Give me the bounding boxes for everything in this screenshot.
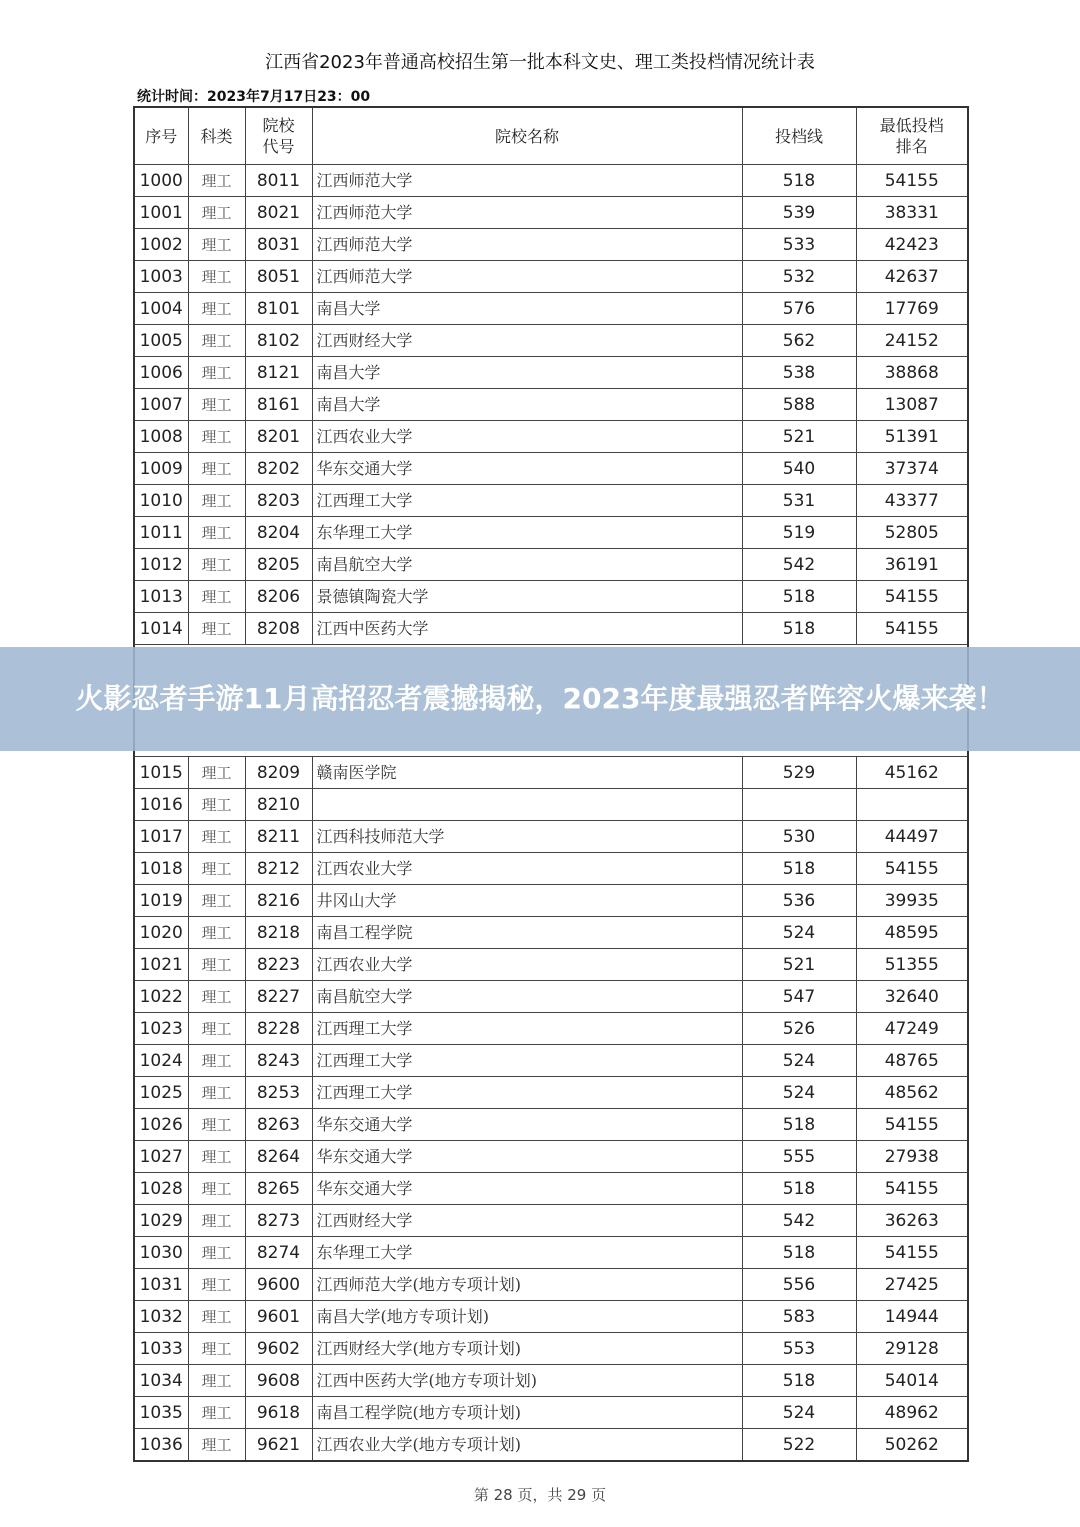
rank-cell: 17769: [856, 293, 968, 325]
seq-cell: 1017: [134, 821, 188, 853]
category-cell: 理工: [188, 485, 245, 517]
table-row: [134, 821, 968, 853]
score-cell: 524: [742, 1045, 856, 1077]
seq-cell: 1031: [134, 1269, 188, 1301]
seq-cell: 1001: [134, 197, 188, 229]
score-cell: 555: [742, 1141, 856, 1173]
school-name-cell: 江西中医药大学(地方专项计划): [312, 1365, 742, 1397]
score-cell: 524: [742, 917, 856, 949]
code-cell: 8203: [245, 485, 312, 517]
code-cell: 8101: [245, 293, 312, 325]
category-cell: 理工: [188, 613, 245, 645]
category-cell: 理工: [188, 549, 245, 581]
table-row: [134, 1205, 968, 1237]
score-cell: 562: [742, 325, 856, 357]
rank-cell: 38331: [856, 197, 968, 229]
rank-cell: 36191: [856, 549, 968, 581]
category-cell: 理工: [188, 517, 245, 549]
header-code-label: 院校代号: [262, 116, 295, 156]
school-name-cell: 江西理工大学: [312, 1077, 742, 1109]
code-cell: 8021: [245, 197, 312, 229]
school-name-cell: 南昌大学: [312, 389, 742, 421]
table-row: [134, 949, 968, 981]
table-row: [134, 789, 968, 821]
score-cell: 542: [742, 1205, 856, 1237]
rank-cell: 48962: [856, 1397, 968, 1429]
table-body: [134, 165, 968, 1462]
seq-cell: 1008: [134, 421, 188, 453]
score-cell: 518: [742, 1109, 856, 1141]
rank-cell: 54155: [856, 581, 968, 613]
table-row: [134, 261, 968, 293]
school-name-cell: 江西科技师范大学: [312, 821, 742, 853]
school-name-cell: 井冈山大学: [312, 885, 742, 917]
table-row: [134, 1173, 968, 1205]
header-code: [245, 107, 312, 165]
seq-cell: 1005: [134, 325, 188, 357]
rank-cell: 54155: [856, 1109, 968, 1141]
score-cell: 533: [742, 229, 856, 261]
table-row: [134, 757, 968, 789]
code-cell: 8228: [245, 1013, 312, 1045]
rank-cell: 54155: [856, 613, 968, 645]
category-cell: 理工: [188, 229, 245, 261]
table-row: [134, 229, 968, 261]
school-name-cell: 南昌大学: [312, 293, 742, 325]
category-cell: 理工: [188, 757, 245, 789]
school-name-cell: 南昌工程学院: [312, 917, 742, 949]
table-row: [134, 325, 968, 357]
seq-cell: 1014: [134, 613, 188, 645]
school-name-cell: 华东交通大学: [312, 1109, 742, 1141]
rank-cell: 37374: [856, 453, 968, 485]
table-row: [134, 1109, 968, 1141]
category-cell: 理工: [188, 1013, 245, 1045]
table-row: [134, 1429, 968, 1462]
score-cell: 547: [742, 981, 856, 1013]
rank-cell: 51391: [856, 421, 968, 453]
table-row: [134, 853, 968, 885]
seq-cell: 1030: [134, 1237, 188, 1269]
rank-cell: 42637: [856, 261, 968, 293]
table-row: [134, 389, 968, 421]
rank-cell: 48562: [856, 1077, 968, 1109]
code-cell: 8051: [245, 261, 312, 293]
code-cell: 9618: [245, 1397, 312, 1429]
score-cell: [742, 789, 856, 821]
header-rank: [856, 107, 968, 165]
seq-cell: 1027: [134, 1141, 188, 1173]
seq-cell: 1003: [134, 261, 188, 293]
headline-text: 火影忍者手游11月高招忍者震撼揭秘，2023年度最强忍者阵容火爆来袭！: [75, 682, 1005, 715]
seq-cell: 1006: [134, 357, 188, 389]
school-name-cell: 江西师范大学: [312, 165, 742, 197]
table-row: [134, 613, 968, 645]
code-cell: 8227: [245, 981, 312, 1013]
rank-cell: 52805: [856, 517, 968, 549]
code-cell: 8223: [245, 949, 312, 981]
seq-cell: 1026: [134, 1109, 188, 1141]
code-cell: 8102: [245, 325, 312, 357]
rank-cell: 36263: [856, 1205, 968, 1237]
score-cell: 576: [742, 293, 856, 325]
code-cell: 8253: [245, 1077, 312, 1109]
rank-cell: 54155: [856, 165, 968, 197]
code-cell: 8011: [245, 165, 312, 197]
school-name-cell: 江西农业大学: [312, 421, 742, 453]
school-name-cell: 江西农业大学: [312, 949, 742, 981]
school-name-cell: 华东交通大学: [312, 453, 742, 485]
code-cell: 8202: [245, 453, 312, 485]
seq-cell: 1025: [134, 1077, 188, 1109]
table-row: [134, 549, 968, 581]
score-cell: 524: [742, 1077, 856, 1109]
seq-cell: 1016: [134, 789, 188, 821]
table-row: [134, 421, 968, 453]
score-cell: 529: [742, 757, 856, 789]
category-cell: 理工: [188, 1173, 245, 1205]
category-cell: 理工: [188, 581, 245, 613]
score-cell: 556: [742, 1269, 856, 1301]
score-cell: 524: [742, 1397, 856, 1429]
score-cell: 530: [742, 821, 856, 853]
code-cell: 8205: [245, 549, 312, 581]
score-cell: 526: [742, 1013, 856, 1045]
admission-table: [133, 106, 969, 1462]
table-row: [134, 981, 968, 1013]
school-name-cell: 江西师范大学: [312, 229, 742, 261]
table-row: [134, 485, 968, 517]
seq-cell: 1019: [134, 885, 188, 917]
code-cell: 8218: [245, 917, 312, 949]
score-cell: 518: [742, 613, 856, 645]
score-cell: 538: [742, 357, 856, 389]
category-cell: 理工: [188, 1365, 245, 1397]
rank-cell: 29128: [856, 1333, 968, 1365]
score-cell: 532: [742, 261, 856, 293]
table-row: [134, 1269, 968, 1301]
seq-cell: 1036: [134, 1429, 188, 1462]
category-cell: 理工: [188, 917, 245, 949]
category-cell: 理工: [188, 1429, 245, 1462]
score-cell: 518: [742, 1365, 856, 1397]
school-name-cell: 东华理工大学: [312, 517, 742, 549]
rank-cell: 45162: [856, 757, 968, 789]
document-title: 江西省2023年普通高校招生第一批本科文史、理工类投档情况统计表: [265, 52, 815, 73]
category-cell: 理工: [188, 389, 245, 421]
category-cell: 理工: [188, 1333, 245, 1365]
score-cell: 588: [742, 389, 856, 421]
school-name-cell: 赣南医学院: [312, 757, 742, 789]
header-rank-label: 最低投档排名: [879, 116, 944, 156]
seq-cell: 1024: [134, 1045, 188, 1077]
school-name-cell: 华东交通大学: [312, 1173, 742, 1205]
category-cell: 理工: [188, 853, 245, 885]
rank-cell: 13087: [856, 389, 968, 421]
school-name-cell: 江西财经大学: [312, 1205, 742, 1237]
school-name-cell: 江西农业大学(地方专项计划): [312, 1429, 742, 1462]
seq-cell: 1021: [134, 949, 188, 981]
rank-cell: 42423: [856, 229, 968, 261]
seq-cell: 1011: [134, 517, 188, 549]
seq-cell: 1010: [134, 485, 188, 517]
school-name-cell: [312, 789, 742, 821]
table-row: [134, 1333, 968, 1365]
rank-cell: 44497: [856, 821, 968, 853]
score-cell: 521: [742, 949, 856, 981]
rank-cell: 50262: [856, 1429, 968, 1462]
seq-cell: 1000: [134, 165, 188, 197]
header-school-name: 院校名称: [312, 107, 742, 165]
table-row: [134, 1077, 968, 1109]
code-cell: 9608: [245, 1365, 312, 1397]
code-cell: 9602: [245, 1333, 312, 1365]
table-row: [134, 165, 968, 197]
headline-banner: [0, 647, 1080, 751]
table-row: [134, 357, 968, 389]
school-name-cell: 江西财经大学: [312, 325, 742, 357]
category-cell: 理工: [188, 821, 245, 853]
seq-cell: 1013: [134, 581, 188, 613]
code-cell: 8265: [245, 1173, 312, 1205]
school-name-cell: 江西师范大学: [312, 197, 742, 229]
school-name-cell: 南昌工程学院(地方专项计划): [312, 1397, 742, 1429]
code-cell: 8264: [245, 1141, 312, 1173]
score-cell: 522: [742, 1429, 856, 1462]
rank-cell: 51355: [856, 949, 968, 981]
category-cell: 理工: [188, 1269, 245, 1301]
seq-cell: 1028: [134, 1173, 188, 1205]
page-footer: 第 28 页，共 29 页: [473, 1486, 607, 1504]
code-cell: 8243: [245, 1045, 312, 1077]
seq-cell: 1035: [134, 1397, 188, 1429]
code-cell: 8263: [245, 1109, 312, 1141]
code-cell: 9601: [245, 1301, 312, 1333]
category-cell: 理工: [188, 197, 245, 229]
category-cell: 理工: [188, 293, 245, 325]
stat-time: 统计时间：2023年7月17日23：00: [137, 89, 371, 105]
school-name-cell: 东华理工大学: [312, 1237, 742, 1269]
school-name-cell: 江西理工大学: [312, 485, 742, 517]
score-cell: 518: [742, 581, 856, 613]
code-cell: 8211: [245, 821, 312, 853]
score-cell: 519: [742, 517, 856, 549]
school-name-cell: 江西财经大学(地方专项计划): [312, 1333, 742, 1365]
category-cell: 理工: [188, 1077, 245, 1109]
score-cell: 539: [742, 197, 856, 229]
seq-cell: 1007: [134, 389, 188, 421]
school-name-cell: 南昌大学(地方专项计划): [312, 1301, 742, 1333]
rank-cell: 27425: [856, 1269, 968, 1301]
header-seq: 序号: [134, 107, 188, 165]
table-row: [134, 917, 968, 949]
seq-cell: 1004: [134, 293, 188, 325]
category-cell: 理工: [188, 1141, 245, 1173]
rank-cell: 14944: [856, 1301, 968, 1333]
code-cell: 9600: [245, 1269, 312, 1301]
rank-cell: 54155: [856, 853, 968, 885]
score-cell: 518: [742, 165, 856, 197]
code-cell: 8201: [245, 421, 312, 453]
rank-cell: 48595: [856, 917, 968, 949]
category-cell: 理工: [188, 357, 245, 389]
header-category: 科类: [188, 107, 245, 165]
seq-cell: 1034: [134, 1365, 188, 1397]
score-cell: 542: [742, 549, 856, 581]
category-cell: 理工: [188, 981, 245, 1013]
school-name-cell: 景德镇陶瓷大学: [312, 581, 742, 613]
category-cell: 理工: [188, 1397, 245, 1429]
score-cell: 540: [742, 453, 856, 485]
seq-cell: 1015: [134, 757, 188, 789]
table-row: [134, 1013, 968, 1045]
table-row: [134, 1141, 968, 1173]
table-header-row: [134, 107, 968, 165]
school-name-cell: 江西中医药大学: [312, 613, 742, 645]
rank-cell: 27938: [856, 1141, 968, 1173]
seq-cell: 1022: [134, 981, 188, 1013]
table-row: [134, 1301, 968, 1333]
score-cell: 531: [742, 485, 856, 517]
seq-cell: 1023: [134, 1013, 188, 1045]
code-cell: 8274: [245, 1237, 312, 1269]
table-row: [134, 197, 968, 229]
seq-cell: 1029: [134, 1205, 188, 1237]
category-cell: 理工: [188, 1045, 245, 1077]
category-cell: 理工: [188, 949, 245, 981]
seq-cell: 1018: [134, 853, 188, 885]
code-cell: 8273: [245, 1205, 312, 1237]
school-name-cell: 南昌航空大学: [312, 981, 742, 1013]
rank-cell: 43377: [856, 485, 968, 517]
table-row: [134, 1045, 968, 1077]
code-cell: 8208: [245, 613, 312, 645]
table-row: [134, 1397, 968, 1429]
category-cell: 理工: [188, 789, 245, 821]
code-cell: 8209: [245, 757, 312, 789]
score-cell: 518: [742, 1237, 856, 1269]
rank-cell: 54155: [856, 1173, 968, 1205]
rank-cell: 38868: [856, 357, 968, 389]
code-cell: 8210: [245, 789, 312, 821]
category-cell: 理工: [188, 453, 245, 485]
rank-cell: 47249: [856, 1013, 968, 1045]
code-cell: 8212: [245, 853, 312, 885]
category-cell: 理工: [188, 1301, 245, 1333]
score-cell: 521: [742, 421, 856, 453]
score-cell: 518: [742, 853, 856, 885]
table-row: [134, 885, 968, 917]
code-cell: 8121: [245, 357, 312, 389]
code-cell: 9621: [245, 1429, 312, 1462]
seq-cell: 1032: [134, 1301, 188, 1333]
score-cell: 536: [742, 885, 856, 917]
category-cell: 理工: [188, 1205, 245, 1237]
rank-cell: 24152: [856, 325, 968, 357]
category-cell: 理工: [188, 165, 245, 197]
seq-cell: 1020: [134, 917, 188, 949]
category-cell: 理工: [188, 261, 245, 293]
code-cell: 8161: [245, 389, 312, 421]
category-cell: 理工: [188, 885, 245, 917]
school-name-cell: 江西理工大学: [312, 1045, 742, 1077]
table-row: [134, 453, 968, 485]
school-name-cell: 江西师范大学: [312, 261, 742, 293]
table-row: [134, 517, 968, 549]
score-cell: 553: [742, 1333, 856, 1365]
rank-cell: 32640: [856, 981, 968, 1013]
header-score: 投档线: [742, 107, 856, 165]
category-cell: 理工: [188, 325, 245, 357]
category-cell: 理工: [188, 1237, 245, 1269]
table-row: [134, 1237, 968, 1269]
rank-cell: 54014: [856, 1365, 968, 1397]
rank-cell: 54155: [856, 1237, 968, 1269]
table-row: [134, 1365, 968, 1397]
school-name-cell: 江西农业大学: [312, 853, 742, 885]
school-name-cell: 江西理工大学: [312, 1013, 742, 1045]
code-cell: 8206: [245, 581, 312, 613]
code-cell: 8216: [245, 885, 312, 917]
school-name-cell: 南昌大学: [312, 357, 742, 389]
table-row: [134, 293, 968, 325]
school-name-cell: 南昌航空大学: [312, 549, 742, 581]
seq-cell: 1009: [134, 453, 188, 485]
seq-cell: 1002: [134, 229, 188, 261]
score-cell: 583: [742, 1301, 856, 1333]
rank-cell: [856, 789, 968, 821]
school-name-cell: 江西师范大学(地方专项计划): [312, 1269, 742, 1301]
school-name-cell: 华东交通大学: [312, 1141, 742, 1173]
seq-cell: 1012: [134, 549, 188, 581]
category-cell: 理工: [188, 421, 245, 453]
seq-cell: 1033: [134, 1333, 188, 1365]
category-cell: 理工: [188, 1109, 245, 1141]
code-cell: 8031: [245, 229, 312, 261]
rank-cell: 39935: [856, 885, 968, 917]
code-cell: 8204: [245, 517, 312, 549]
rank-cell: 48765: [856, 1045, 968, 1077]
table-row: [134, 581, 968, 613]
score-cell: 518: [742, 1173, 856, 1205]
